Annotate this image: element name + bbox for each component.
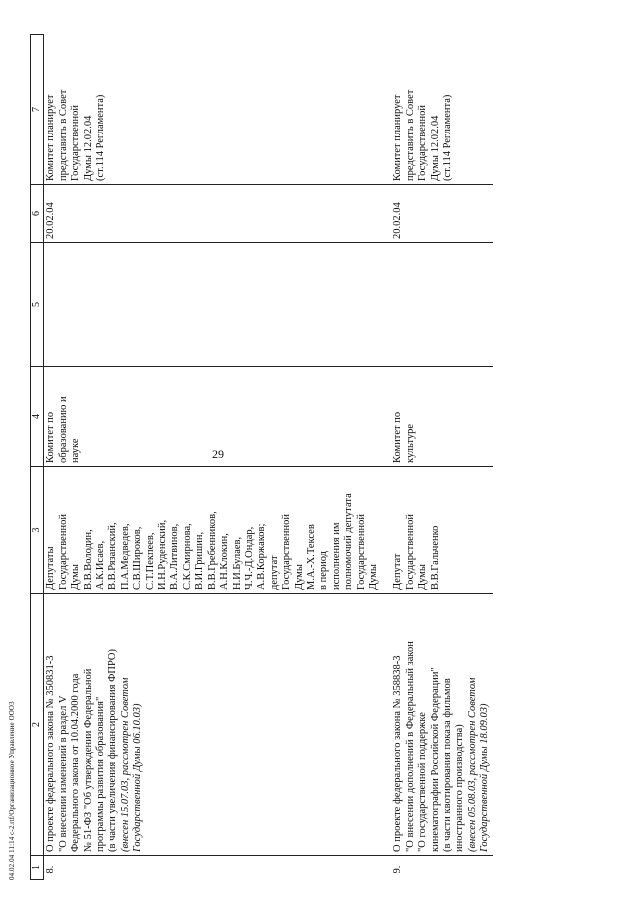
bill-line: О проекте федерального закона № 350831-3 (45, 655, 57, 852)
committee (44, 367, 381, 467)
note-line: Государственной (70, 105, 82, 181)
note-line: (ст.114 Регламента) (442, 94, 453, 181)
note-line: Комитет планирует (45, 94, 57, 181)
bill-line: О проекте федерального закона № 358838-3 (392, 655, 404, 852)
note-line: Государственной (417, 105, 429, 181)
initiator-line: Депутат (392, 553, 404, 590)
note-cell (391, 35, 492, 185)
column-5-cell (44, 243, 381, 367)
page-number: 29 (212, 447, 224, 461)
committee-line: Комитет по (45, 411, 57, 463)
date-cell: 20.02.04 (391, 185, 492, 243)
bill-line: (в части увеличения финансирования ФПРО) (107, 648, 119, 852)
row-number: 9. (392, 865, 404, 874)
initiator-line: Государственной (404, 514, 416, 590)
committee-line: Комитет по (392, 411, 404, 463)
bill-status-line: Государственной Думы 18.09.03) (479, 703, 491, 852)
initiator-line: Государственной (355, 514, 367, 590)
bills-table (30, 34, 493, 880)
date-cell: 20.02.04 (44, 185, 381, 243)
initiator-line: Ч.Ч.-Д.Ондар, (243, 526, 255, 590)
note-line: представить в Совет (57, 89, 69, 181)
bill-line: программы развития образования" (95, 696, 107, 852)
committee-line: науке (70, 438, 82, 463)
column-number-header (31, 35, 44, 880)
bill-line: Федерального закона от 10.04.2000 года (70, 673, 82, 852)
bill-line: кинематографии Российской Федерации" (429, 667, 441, 852)
initiator-line: С.В.Широков, (132, 526, 144, 590)
initiator-line: Государственной (281, 514, 293, 590)
rotated-table-wrapper (30, 35, 590, 880)
row-number: 8. (45, 865, 57, 874)
bill-line: (в части квотирования показа фильмов (442, 678, 453, 852)
initiator-line: С.Т.Пекпеев, (144, 532, 156, 590)
initiator-line: М.А.-Х.Тексев (305, 524, 317, 590)
bill-line: "О государственной поддержке (417, 712, 429, 852)
initiator-line: полномочий депутата (343, 493, 355, 590)
committee-line: образованию и (57, 396, 69, 463)
initiator-line: А.Н.Клокин, (219, 533, 231, 590)
initiator-line: Думы (367, 564, 379, 590)
initiator-line: П.А.Медведев, (119, 523, 131, 590)
bill-status-line: (внесен 15.07.03, рассмотрен Советом (119, 677, 131, 852)
initiator-line: В.В.Гальченко (429, 525, 441, 590)
table-row (44, 35, 381, 880)
initiator-line: Н.И.Булаев, (231, 536, 243, 590)
bill-line: "О внесении дополнений в Федеральный закон (404, 641, 416, 852)
initiator-line: Государственной (57, 514, 69, 590)
initiator-line: В.В.Володин, (82, 529, 94, 590)
initiator-line: А.К.Исаев, (95, 540, 107, 590)
initiator-line: В.А.Литвинов, (169, 523, 181, 590)
row-spacer (381, 35, 391, 880)
bill-line: "О внесении изменений в раздел V (57, 695, 69, 852)
initiators (391, 467, 492, 594)
col-header-5: 5 (31, 243, 44, 367)
committee (391, 367, 492, 467)
note-line: Думы 12.02.04 (429, 115, 441, 181)
footer-text: 04.02.04 11:14 с-2.rtf/Организационное Управление ООО3 (8, 701, 16, 880)
initiator-line: С.К.Смирнова, (181, 523, 193, 590)
initiator-line: Депутаты (45, 546, 57, 590)
note-line: представить в Совет (404, 89, 416, 181)
bill-status-line: Государственной Думы 06.10.03) (132, 703, 144, 852)
bill-description (44, 594, 381, 856)
bill-status-line: (внесен 05.08.03, рассмотрен Советом (466, 677, 478, 852)
col-header-3: 3 (31, 467, 44, 594)
note-cell (44, 35, 381, 185)
initiator-line: депутат (268, 555, 280, 590)
initiator-line: Думы (70, 564, 82, 590)
note-line: Думы 12.02.04 (82, 115, 94, 181)
initiator-line: в период (318, 550, 330, 590)
committee-line: культуре (404, 424, 416, 463)
initiator-line: Думы (293, 564, 305, 590)
initiator-line: В.И.Гришин, (194, 531, 206, 590)
note-line: (ст.114 Регламента) (95, 94, 107, 181)
col-header-1: 1 (31, 856, 44, 880)
initiator-line: исполнения им (330, 522, 342, 590)
bill-line: иностранного производства) (454, 724, 466, 852)
initiators (44, 467, 381, 594)
bill-description (391, 594, 492, 856)
column-5-cell (391, 243, 492, 367)
table-row (391, 35, 492, 880)
initiator-line: В.В.Гребенников, (206, 511, 218, 590)
bill-line: № 51-ФЗ "Об утверждении Федеральной (82, 668, 94, 852)
initiator-line: В.В.Рязанский, (107, 522, 119, 590)
initiator-line: Думы (417, 564, 429, 590)
col-header-6: 6 (31, 185, 44, 243)
note-line: Комитет планирует (392, 94, 404, 181)
initiator-line: И.Н.Руденский, (157, 519, 169, 590)
initiator-line: А.В.Коржаков; (256, 523, 268, 590)
col-header-4: 4 (31, 367, 44, 467)
col-header-7: 7 (31, 35, 44, 185)
col-header-2: 2 (31, 594, 44, 856)
